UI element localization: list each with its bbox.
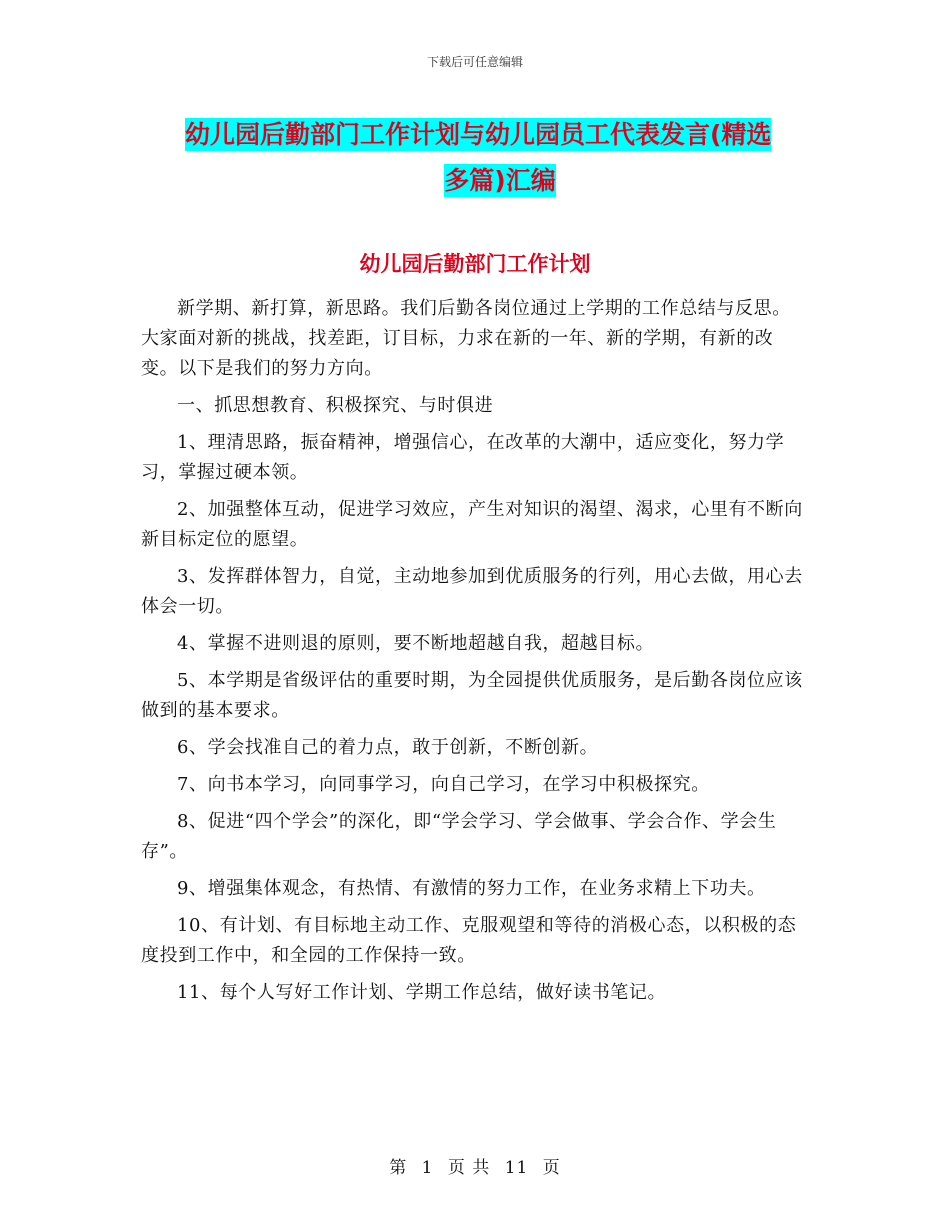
paragraph-heading-1: 一、抓思想教育、积极探究、与时俱进 <box>177 395 494 416</box>
paragraph-item-2: 2、加强整体互动，促进学习效应，产生对知识的渴望、渴求，心里有不断向新目标定位的愿望。 <box>141 499 803 550</box>
paragraph-item-11: 11、每个人写好工作计划、学期工作总结，做好读书笔记。 <box>177 982 667 1003</box>
paragraph-item-5: 5、本学期是省级评估的重要时期，为全园提供优质服务，是后勤各岗位应该做到的基本要求。 <box>141 670 803 721</box>
section-title: 幼儿园后勤部门工作计划 <box>359 252 591 276</box>
paragraph-item-1: 1、理清思路，振奋精神，增强信心，在改革的大潮中，适应变化，努力学习，掌握过硬本领。 <box>141 432 785 483</box>
document-title <box>185 112 815 204</box>
paragraph-intro: 新学期、新打算，新思路。我们后勤各岗位通过上学期的工作总结与反思。大家面对新的挑战，找差距，订目标，力求在新的一年、新的学期，有新的改变。以下是我们的努力方向。 <box>141 298 791 379</box>
page-label-mid: 页 共 <box>447 1158 491 1178</box>
paragraph-item-7: 7、向书本学习，向同事学习，向自己学习，在学习中积极探究。 <box>177 774 710 795</box>
document-title-line-1: 幼儿园后勤部门工作计划与幼儿园员工代表发言(精选 <box>185 120 772 149</box>
page-label-suffix: 页 <box>542 1158 561 1178</box>
paragraph-item-10: 10、有计划、有目标地主动工作、克服观望和等待的消极心态，以积极的态度投到工作中，和全园的工作保持一致。 <box>141 915 797 966</box>
header-note: 下载后可任意编辑 <box>426 55 523 69</box>
total-pages: 11 <box>504 1158 529 1178</box>
paragraph-item-4: 4、掌握不进则退的原则，要不断地超越自我，超越目标。 <box>177 633 655 654</box>
document-title-line-2: 多篇)汇编 <box>444 166 556 195</box>
document-body <box>141 294 809 1015</box>
paragraph-item-3: 3、发挥群体智力，自觉，主动地参加到优质服务的行列，用心去做，用心去体会一切。 <box>141 566 803 617</box>
paragraph-item-9: 9、增强集体观念，有热情、有激情的努力工作，在业务求精上下功夫。 <box>177 878 766 899</box>
page-number: 1 <box>421 1158 434 1178</box>
paragraph-item-6: 6、学会找准自己的着力点，敢于创新，不断创新。 <box>177 737 599 758</box>
paragraph-item-8: 8、促进“四个学会”的深化，即“学会学习、学会做事、学会合作、学会生存”。 <box>141 811 777 862</box>
page-footer <box>0 1153 950 1178</box>
page-label-prefix: 第 <box>389 1158 408 1178</box>
